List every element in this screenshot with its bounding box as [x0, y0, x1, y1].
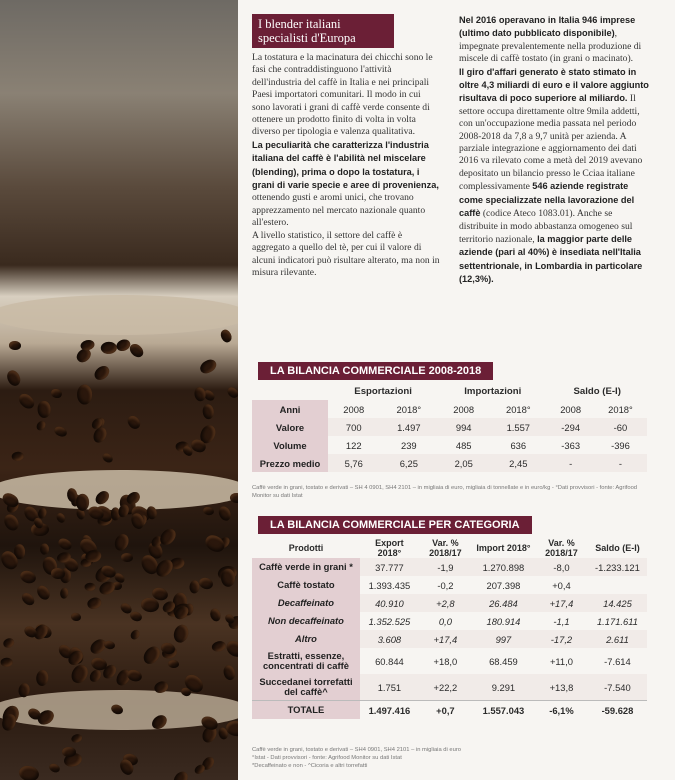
article-heading — [252, 14, 394, 48]
row-label: Prezzo medio — [252, 454, 328, 472]
column-header: Prodotti — [288, 543, 324, 553]
table-cell: 997 — [472, 630, 535, 648]
coffee-beans-photo — [0, 0, 238, 780]
row-label: Altro — [252, 630, 360, 648]
row-label: Anni — [252, 400, 328, 418]
bold-text: Il giro d'affari generato è stato stimato in oltre 4,3 miliardi di euro e il valore aggiunto risultava di poco superiore al miliardo. — [459, 66, 649, 104]
coffee-bean — [121, 553, 134, 563]
coffee-bean — [70, 733, 83, 744]
coffee-bean — [125, 414, 142, 432]
category-balance-table — [252, 538, 647, 719]
paragraph — [459, 66, 649, 287]
table-row — [252, 558, 647, 576]
coffee-bean — [77, 384, 92, 404]
text: , impegnate prevalentemente nella produzione di miscele di caffè tostato (in grani o macinato). — [459, 28, 642, 65]
coffee-bean — [202, 404, 214, 420]
table-cell: 5,76 — [328, 454, 379, 472]
table-cell: 122 — [345, 439, 362, 451]
table-cell: 1.270.898 — [472, 558, 535, 576]
paragraph: A livello statistico, il settore del caffè è aggregato a quello del tè, per cui il valore di alcuni indicatori può risultare alterato, ma non in misura rilevante. — [252, 229, 440, 278]
table-cell: 0,0 — [438, 615, 452, 627]
coffee-bean — [104, 640, 117, 650]
coffee-bean — [35, 583, 52, 601]
note-line: Caffè verde in grani, tostato e derivati – SH4 0901, SH4 2101 – in migliaia di euro — [252, 747, 462, 753]
coffee-bean — [85, 596, 102, 611]
coffee-bean — [225, 385, 238, 399]
table-cell: +22,2 — [419, 674, 472, 701]
paragraph — [459, 14, 649, 66]
coffee-bean — [2, 637, 16, 649]
table-cell: 1.352.525 — [368, 615, 411, 627]
coffee-bean — [40, 544, 49, 556]
table-cell: -1,1 — [553, 615, 570, 627]
column-header: Export 2018° — [375, 538, 404, 558]
table-cell: 60.844 — [375, 655, 404, 667]
coffee-bean — [197, 576, 214, 590]
paragraph: La tostatura e la macinatura dei chicchi sono le fasi che contraddistinguono l'attività dell'industria del caffè in Italia e nei principali Paesi importatori comunitari. Il modo in cui sono lavorati i grani di caffè verde consente di ottenere un prodotto finito di volta in volta diverso per tipologia e valenza qualitativa. — [252, 52, 433, 138]
table-cell: 239 — [400, 439, 417, 451]
trade-balance-table — [252, 382, 647, 472]
table-cell: 2,45 — [489, 454, 547, 472]
table-cell: -1.233.121 — [588, 558, 647, 576]
table-cell: 1.171.611 — [596, 615, 638, 627]
coffee-bean — [11, 452, 24, 462]
coffee-bean — [129, 629, 141, 642]
table-cell: 2008 — [343, 403, 365, 415]
text-column-1 — [252, 52, 440, 279]
table-row — [252, 594, 647, 612]
coffee-bean — [85, 583, 96, 591]
table-cell: -6,1% — [535, 701, 588, 720]
coffee-bean — [53, 424, 68, 438]
table-header-row — [252, 382, 647, 400]
coffee-bean — [101, 452, 115, 465]
coffee-bean — [189, 580, 199, 594]
table-cell: 2018° — [396, 403, 422, 415]
table-cell: -1,9 — [419, 558, 472, 576]
table-cell: 3.608 — [360, 630, 419, 648]
table-header-row — [252, 538, 647, 558]
column-group-header: Importazioni — [464, 385, 522, 397]
coffee-bean — [35, 419, 47, 432]
coffee-bean — [37, 507, 48, 520]
table-row — [252, 630, 647, 648]
coffee-bean — [18, 568, 37, 585]
coffee-bean — [18, 764, 40, 780]
table-cell: 1.497 — [379, 418, 438, 436]
table-row — [252, 454, 647, 472]
row-label: Caffè tostato — [252, 576, 360, 594]
coffee-bean — [167, 660, 179, 669]
coffee-bean — [193, 386, 206, 402]
coffee-bean — [38, 401, 51, 418]
coffee-bean — [209, 607, 222, 623]
table-cell: 2008 — [453, 403, 475, 415]
table-row — [252, 418, 647, 436]
coffee-bean — [51, 387, 64, 398]
table-cell: 2018° — [505, 403, 531, 415]
table-cell: +0,7 — [419, 701, 472, 720]
coffee-bean — [171, 769, 190, 780]
paragraph — [252, 139, 440, 230]
row-label: TOTALE — [252, 701, 360, 720]
table-cell: 180.914 — [486, 615, 521, 627]
table-cell: 1.557 — [489, 418, 547, 436]
row-label: Estratti, essenze, concentrati di caffè — [252, 648, 360, 674]
coffee-bean — [76, 494, 89, 511]
bold-text: la maggior parte delle aziende (pari al 40%) è insediata nell'Italia settentrionale, in Lombardia in particolare (12,3%). — [459, 233, 643, 285]
coffee-bean — [211, 639, 227, 652]
coffee-bean — [8, 340, 20, 350]
table2-title: LA BILANCIA COMMERCIALE PER CATEGORIA — [258, 516, 532, 534]
table-cell: +2,8 — [419, 594, 472, 612]
coffee-bean — [56, 512, 68, 525]
coffee-bean — [56, 536, 73, 552]
table-cell: +0,4 — [552, 579, 571, 591]
heading-line-1: I blender italiani — [258, 17, 341, 31]
row-label: Volume — [252, 436, 328, 454]
row-label: Decaffeinato — [252, 594, 360, 612]
table-cell: 14.425 — [588, 594, 647, 612]
table-cell: 207.398 — [486, 579, 521, 591]
text: Il settore occupa direttamente oltre 9mila addetti, con un'occupazione media passata nel periodo 2008-2018 da 7,8 a 9,7 unità per azienda. A parziale integrazione e aggiornamento dei dati 2016 va rilevato come a metà del 2019 avevano depositato un bilancio presso le Cciaa italiane complessivamente — [459, 93, 643, 193]
coffee-bean — [19, 591, 36, 608]
table-row — [252, 648, 647, 674]
heading-line-2: specialisti d'Europa — [258, 31, 356, 45]
table-row — [252, 612, 647, 630]
table1-source-note: Caffè verde in grani, tostato e derivati – SH 4 0901, SH4 2101 – in migliaia di euro, migliaia di tonnellate e in euro/kg - °Dati provvisori - fonte: Agrifood Monitor su dati Istat — [252, 485, 638, 499]
table-cell: 2008 — [560, 403, 582, 415]
table-cell: +17,4 — [419, 630, 472, 648]
table-cell: -7.614 — [604, 655, 631, 667]
table-cell: 9.291 — [472, 674, 535, 701]
table-cell: -294 — [547, 418, 594, 436]
coffee-bean — [224, 638, 238, 660]
coffee-bean — [93, 363, 113, 382]
table-cell: -396 — [611, 439, 630, 451]
table-cell: -17,2 — [535, 630, 588, 648]
coffee-bean — [5, 368, 22, 387]
table-cell: 700 — [328, 418, 379, 436]
table-cell: -59.628 — [588, 701, 647, 720]
table-row — [252, 436, 647, 454]
table-cell: 2018° — [608, 403, 633, 415]
table-cell: - — [547, 454, 594, 472]
table-cell: - — [594, 454, 647, 472]
table-cell: +13,8 — [535, 674, 588, 701]
coffee-bean — [2, 512, 22, 533]
table-row — [252, 674, 647, 701]
row-label: Caffè verde in grani * — [252, 558, 360, 576]
bold-text: La peculiarità che caratterizza l'industria italiana del caffè è l'abilità nel miscelare (blending), prima o dopo la tostatura, i grani di varie specie e aree di provenienza, — [252, 139, 439, 191]
coffee-bean — [129, 610, 144, 623]
coffee-bean — [229, 492, 238, 503]
column-header: Var. % 2018/17 — [545, 538, 578, 558]
table-cell: 1.751 — [360, 674, 419, 701]
text-column-2 — [459, 14, 649, 287]
table-cell: 1.497.416 — [360, 701, 419, 720]
column-header: Import 2018° — [476, 543, 531, 553]
coffee-bean — [216, 504, 233, 523]
coffee-bean — [172, 623, 191, 645]
table-cell: 994 — [438, 418, 489, 436]
table-cell: +18,0 — [433, 655, 458, 667]
coffee-bean — [126, 668, 143, 683]
table-cell: 1.557.043 — [472, 701, 535, 720]
bold-text: 546 aziende registrate come specializzate nella lavorazione del caffè — [459, 181, 635, 219]
text: (codice Ateco 1083.01). Anche se distribuite in modo abbastanza omogeneo sul territorio nazionale, — [459, 208, 633, 245]
coffee-bean — [223, 664, 237, 681]
coffee-bean — [202, 506, 214, 516]
column-header: Saldo (E-I) — [595, 543, 640, 553]
table-cell: 6,25 — [379, 454, 438, 472]
table-cell: 1.393.435 — [368, 579, 411, 591]
table-cell: 2.611 — [588, 630, 647, 648]
coffee-bean — [112, 532, 131, 553]
coffee-bean — [48, 762, 61, 774]
table-row — [252, 400, 647, 418]
table-cell: 636 — [510, 439, 527, 451]
coffee-bean — [68, 662, 90, 686]
table1-title: LA BILANCIA COMMERCIALE 2008-2018 — [258, 362, 493, 380]
coffee-bean — [35, 669, 49, 686]
row-label: Succedanei torrefatti del caffè^ — [252, 674, 360, 701]
table-cell: 40.910 — [360, 594, 419, 612]
table-cell: -7.540 — [588, 674, 647, 701]
row-label: Valore — [252, 418, 328, 436]
note-line: °Istat - Dati provvisori - fonte: Agrifood Monitor su dati Istat — [252, 755, 402, 761]
table-cell: 485 — [455, 439, 472, 451]
table-cell: 26.484 — [472, 594, 535, 612]
coffee-bean — [1, 658, 13, 667]
coffee-bean — [60, 588, 69, 599]
coffee-bean — [101, 341, 117, 353]
table-cell: -0,2 — [437, 579, 454, 591]
table-row — [252, 576, 647, 594]
table-cell: 68.459 — [489, 655, 518, 667]
coffee-bean — [157, 526, 179, 548]
coffee-bean — [71, 612, 82, 621]
column-group-header: Esportazioni — [354, 385, 412, 397]
table-total-row — [252, 701, 647, 720]
text: ottenendo gusti e aromi unici, che trovano apprezzamento nel mercato nazionale quanto all'estero. — [252, 192, 426, 229]
column-group-header: Saldo (E-I) — [573, 385, 621, 397]
coffee-bean — [16, 391, 37, 411]
coffee-bean — [203, 532, 227, 555]
photo-sack-rim — [0, 295, 238, 335]
row-label: Non decaffeinato — [252, 612, 360, 630]
coffee-bean — [198, 357, 219, 376]
table-cell: 2,05 — [438, 454, 489, 472]
column-header: Var. % 2018/17 — [429, 538, 462, 558]
table-cell: -363 — [561, 439, 581, 451]
coffee-bean — [222, 568, 236, 586]
table-cell: -60 — [594, 418, 647, 436]
table-cell: +17,4 — [535, 594, 588, 612]
note-line: *Decaffeinato e non - ^Cicoria e altri torrefatti — [252, 763, 368, 769]
table-cell: +11,0 — [549, 655, 573, 667]
table-cell — [588, 576, 647, 594]
bold-text: Nel 2016 operavano in Italia 946 imprese (ultimo dato pubblicato disponibile) — [459, 15, 636, 39]
table-cell: -8,0 — [535, 558, 588, 576]
coffee-bean — [219, 328, 233, 343]
table2-source-notes — [252, 746, 652, 770]
table-cell: 37.777 — [360, 558, 419, 576]
